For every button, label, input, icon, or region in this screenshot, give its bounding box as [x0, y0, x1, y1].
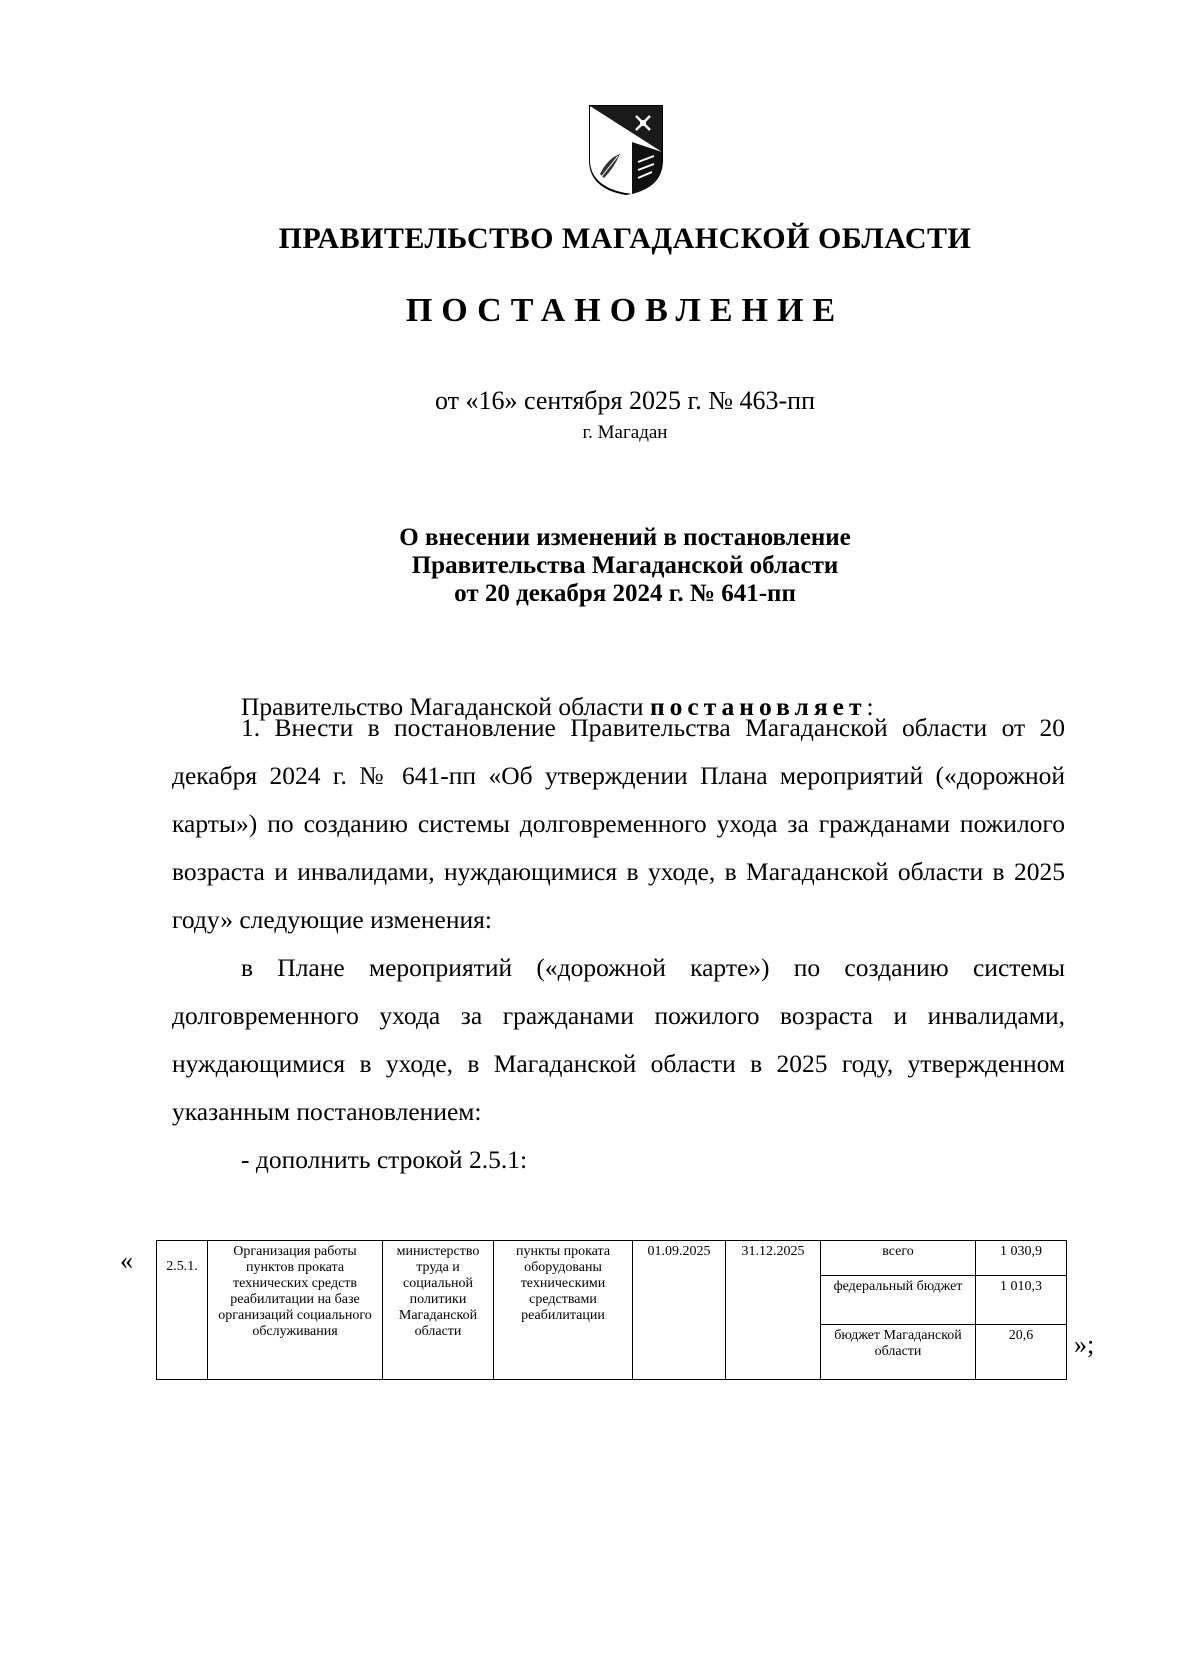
subject-line: О внесении изменений в постановление: [399, 524, 851, 551]
subject-line: от 20 декабря 2024 г. № 641-пп: [454, 580, 796, 607]
government-title: ПРАВИТЕЛЬСТВО МАГАДАНСКОЙ ОБЛАСТИ: [278, 222, 972, 255]
point-1-paragraph: 1. Внести в постановление Правительства Магаданской области от 20 декабря 2024 г. № 641-пп «Об утверждении Плана мероприятий («дорожной карты») по созданию системы долговременного ухода за гражданами пожилого возраста и инвалидами, нуждающимися в уходе, в Магаданской области в 2025 году» следующие изменения:: [172, 713, 1065, 934]
inserted-row-table: [156, 1240, 1067, 1380]
funding-amount: 1 030,9: [976, 1241, 1067, 1276]
responsible-cell: министерство труда и социальной политики Магаданской области: [383, 1241, 494, 1380]
document-city: г. Магадан: [582, 422, 668, 443]
funding-source: всего: [821, 1241, 976, 1276]
funding-source: бюджет Магаданской области: [821, 1325, 976, 1380]
close-quote: »;: [1074, 1330, 1095, 1359]
document-date-number: от «16» сентября 2025 г. № 463-пп: [434, 386, 816, 415]
start-date-cell: 01.09.2025: [633, 1241, 726, 1380]
row-number: 2.5.1.: [157, 1241, 208, 1380]
intro-end: :: [866, 692, 874, 721]
open-quote: «: [120, 1246, 133, 1275]
intro-text: Правительство Магаданской области: [241, 692, 644, 721]
add-row-paragraph: - дополнить строкой 2.5.1:: [241, 1145, 528, 1174]
funding-amount: 20,6: [976, 1325, 1067, 1380]
subject-line: Правительства Магаданской области: [411, 552, 839, 579]
result-cell: пункты проката оборудованы техническими средствами реабилитации: [494, 1241, 633, 1380]
funding-source: федеральный бюджет: [821, 1276, 976, 1325]
end-date-cell: 31.12.2025: [726, 1241, 821, 1380]
body-text: [172, 704, 1065, 1184]
document-subject: [0, 524, 1200, 608]
funding-amount: 1 010,3: [976, 1276, 1067, 1325]
document-type-heading: ПОСТАНОВЛЕНИЕ: [405, 292, 845, 329]
intro-verb: постановляет: [649, 692, 867, 721]
activity-cell: Организация работы пунктов проката технических средств реабилитации на базе организаций социального обслуживания: [208, 1241, 383, 1380]
magadan-region-coat-of-arms-icon: [588, 104, 664, 196]
point-1-sub-paragraph: в Плане мероприятий («дорожной карте») по созданию системы долговременного ухода за гражданами пожилого возраста и инвалидами, нуждающимися в уходе, в Магаданской области в 2025 году, утвержденном указанным постановлением:: [172, 953, 1065, 1126]
